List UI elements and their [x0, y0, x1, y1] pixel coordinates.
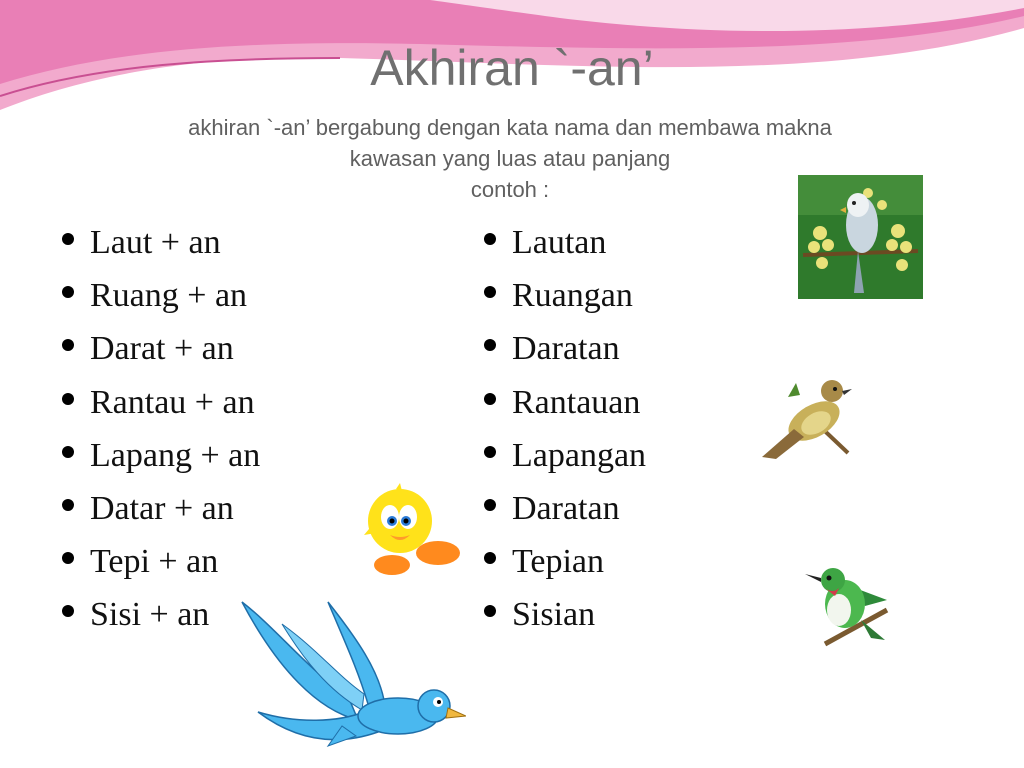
- list-item: [62, 435, 260, 488]
- list-item-text: Laut + an: [90, 224, 221, 261]
- list-item-text: Ruangan: [512, 277, 633, 315]
- list-item-text: Daratan: [512, 330, 620, 368]
- list-item: [62, 382, 260, 435]
- bullet-icon: [484, 499, 496, 511]
- slide-title: Akhiran `-an’: [370, 40, 654, 96]
- list-item-text: Rantau + an: [90, 383, 255, 421]
- root-word-list: [62, 222, 260, 648]
- list-item: [484, 328, 646, 381]
- bullet-icon: [484, 605, 496, 617]
- bullet-icon: [62, 339, 74, 351]
- parrot-photo-icon: [798, 175, 923, 299]
- bullet-icon: [62, 605, 74, 617]
- derived-word-list: [484, 222, 646, 648]
- subtitle-line: akhiran `-an’ bergabung dengan kata nama dan membawa makna: [188, 115, 832, 140]
- list-item-text: Lapang + an: [90, 436, 261, 474]
- list-item: [62, 222, 260, 275]
- bullet-icon: [62, 233, 74, 245]
- list-item: [484, 222, 646, 275]
- perched-bird-icon: [758, 377, 853, 465]
- list-item: [484, 488, 646, 541]
- bullet-icon: [62, 393, 74, 405]
- bullet-icon: [484, 339, 496, 351]
- list-item-text: Lautan: [512, 224, 607, 261]
- list-item: [62, 594, 260, 647]
- list-item: [484, 541, 646, 594]
- list-item: [62, 488, 260, 541]
- list-item-text: Rantauan: [512, 383, 641, 421]
- list-item: [484, 435, 646, 488]
- list-item: [484, 275, 646, 328]
- list-item-text: Tepi + an: [90, 543, 219, 581]
- subtitle-line: contoh :: [470, 177, 550, 202]
- subtitle-line: kawasan yang luas atau panjang: [349, 146, 671, 171]
- bullet-icon: [62, 446, 74, 458]
- list-item-text: Lapangan: [512, 436, 647, 474]
- bullet-icon: [484, 446, 496, 458]
- list-item-text: Darat + an: [90, 330, 234, 368]
- bullet-icon: [62, 499, 74, 511]
- list-item-text: Daratan: [512, 489, 620, 527]
- bullet-icon: [484, 552, 496, 564]
- list-item-text: Ruang + an: [90, 277, 248, 315]
- list-item-text: Tepian: [512, 543, 605, 581]
- list-item: [484, 594, 646, 647]
- blue-bird-icon: [238, 600, 466, 750]
- bullet-icon: [484, 233, 496, 245]
- list-item: [62, 541, 260, 594]
- list-item: [62, 328, 260, 381]
- list-item-text: Datar + an: [90, 489, 234, 527]
- bullet-icon: [484, 286, 496, 298]
- cartoon-bird-icon: [360, 483, 466, 579]
- bullet-icon: [62, 552, 74, 564]
- bullet-icon: [484, 393, 496, 405]
- list-item-text: Sisian: [512, 596, 596, 634]
- hummingbird-icon: [805, 560, 890, 650]
- list-item-text: Sisi + an: [90, 596, 210, 634]
- bullet-icon: [62, 286, 74, 298]
- list-item: [62, 275, 260, 328]
- list-item: [484, 382, 646, 435]
